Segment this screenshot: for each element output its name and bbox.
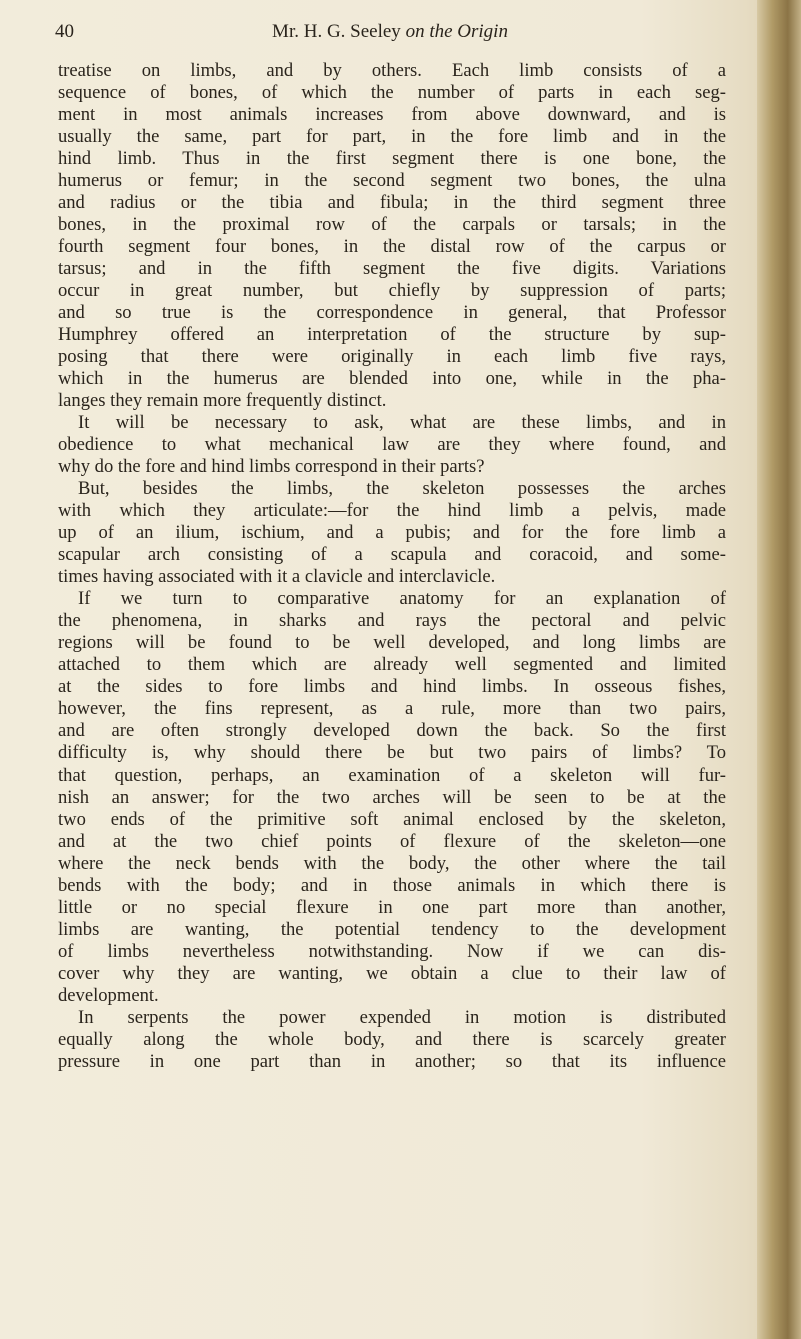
text-line: that question, perhaps, an examination of a skeleton will fur- [58, 764, 726, 786]
text-line: and are often strongly developed down the back. So the first [58, 720, 726, 742]
text-line: development. [58, 984, 159, 1006]
text-line: up of an ilium, ischium, and a pubis; and for the fore limb a [58, 522, 726, 544]
running-header [55, 17, 725, 47]
text-line: the phenomena, in sharks and rays the pectoral and pelvic [58, 610, 726, 632]
text-line: langes they remain more frequently distinct. [58, 390, 387, 412]
text-line: posing that there were originally in each limb five rays, [58, 346, 726, 368]
text-line: cover why they are wanting, we obtain a clue to their law of [58, 962, 726, 984]
text-line: and at the two chief points of flexure of the skeleton—one [58, 830, 726, 852]
text-line: two ends of the primitive soft animal enclosed by the skeleton, [58, 808, 726, 830]
text-line: at the sides to fore limbs and hind limbs. In osseous fishes, [58, 676, 726, 698]
text-line: nish an answer; for the two arches will be seen to be at the [58, 786, 726, 808]
text-line: sequence of bones, of which the number of parts in each seg- [58, 82, 726, 104]
text-line: But, besides the limbs, the skeleton possesses the arches [78, 478, 726, 500]
text-line: In serpents the power expended in motion is distributed [78, 1006, 726, 1028]
text-line: obedience to what mechanical law are they where found, and [58, 434, 726, 456]
text-line: difficulty is, why should there be but two pairs of limbs? To [58, 742, 726, 764]
page-binding-edge [757, 0, 801, 1339]
text-line: regions will be found to be well developed, and long limbs are [58, 632, 726, 654]
text-line: It will be necessary to ask, what are these limbs, and in [78, 412, 726, 434]
text-line: attached to them which are already well segmented and limited [58, 654, 726, 676]
text-line: why do the fore and hind limbs correspond in their parts? [58, 456, 485, 478]
text-line: however, the fins represent, as a rule, more than two pairs, [58, 698, 726, 720]
text-line: tarsus; and in the fifth segment the five digits. Variations [58, 258, 726, 280]
text-line: which in the humerus are blended into one, while in the pha- [58, 368, 726, 390]
text-line: scapular arch consisting of a scapula and coracoid, and some- [58, 544, 726, 566]
text-line: bends with the body; and in those animals in which there is [58, 874, 726, 896]
text-line: of limbs nevertheless notwithstanding. Now if we can dis- [58, 940, 726, 962]
text-line: where the neck bends with the body, the other where the tail [58, 852, 726, 874]
text-line: bones, in the proximal row of the carpals or tarsals; in the [58, 214, 726, 236]
running-title-author: Mr. H. G. Seeley [272, 21, 401, 42]
running-title [55, 17, 725, 47]
text-line: and so true is the correspondence in general, that Professor [58, 302, 726, 324]
running-title-italic: on the Origin [405, 21, 508, 42]
text-line: fourth segment four bones, in the distal row of the carpus or [58, 236, 726, 258]
text-line: equally along the whole body, and there is scarcely greater [58, 1028, 726, 1050]
text-line: with which they articulate:—for the hind limb a pelvis, made [58, 500, 726, 522]
text-line: limbs are wanting, the potential tendency to the development [58, 918, 726, 940]
text-line: and radius or the tibia and fibula; in the third segment three [58, 192, 726, 214]
text-line: hind limb. Thus in the first segment there is one bone, the [58, 148, 726, 170]
text-line: occur in great number, but chiefly by suppression of parts; [58, 280, 726, 302]
text-line: times having associated with it a clavicle and interclavicle. [58, 566, 496, 588]
text-line: ment in most animals increases from above downward, and is [58, 104, 726, 126]
text-line: treatise on limbs, and by others. Each limb consists of a [58, 60, 726, 81]
text-line: Humphrey offered an interpretation of the structure by sup- [58, 324, 726, 346]
text-line: humerus or femur; in the second segment two bones, the ulna [58, 170, 726, 192]
page-number: 40 [55, 21, 74, 42]
text-line: If we turn to comparative anatomy for an explanation of [78, 588, 726, 610]
text-line: usually the same, part for part, in the fore limb and in the [58, 126, 726, 148]
text-line: little or no special flexure in one part more than another, [58, 896, 726, 918]
text-line: pressure in one part than in another; so that its influence [58, 1050, 726, 1072]
body-text [58, 60, 726, 1073]
